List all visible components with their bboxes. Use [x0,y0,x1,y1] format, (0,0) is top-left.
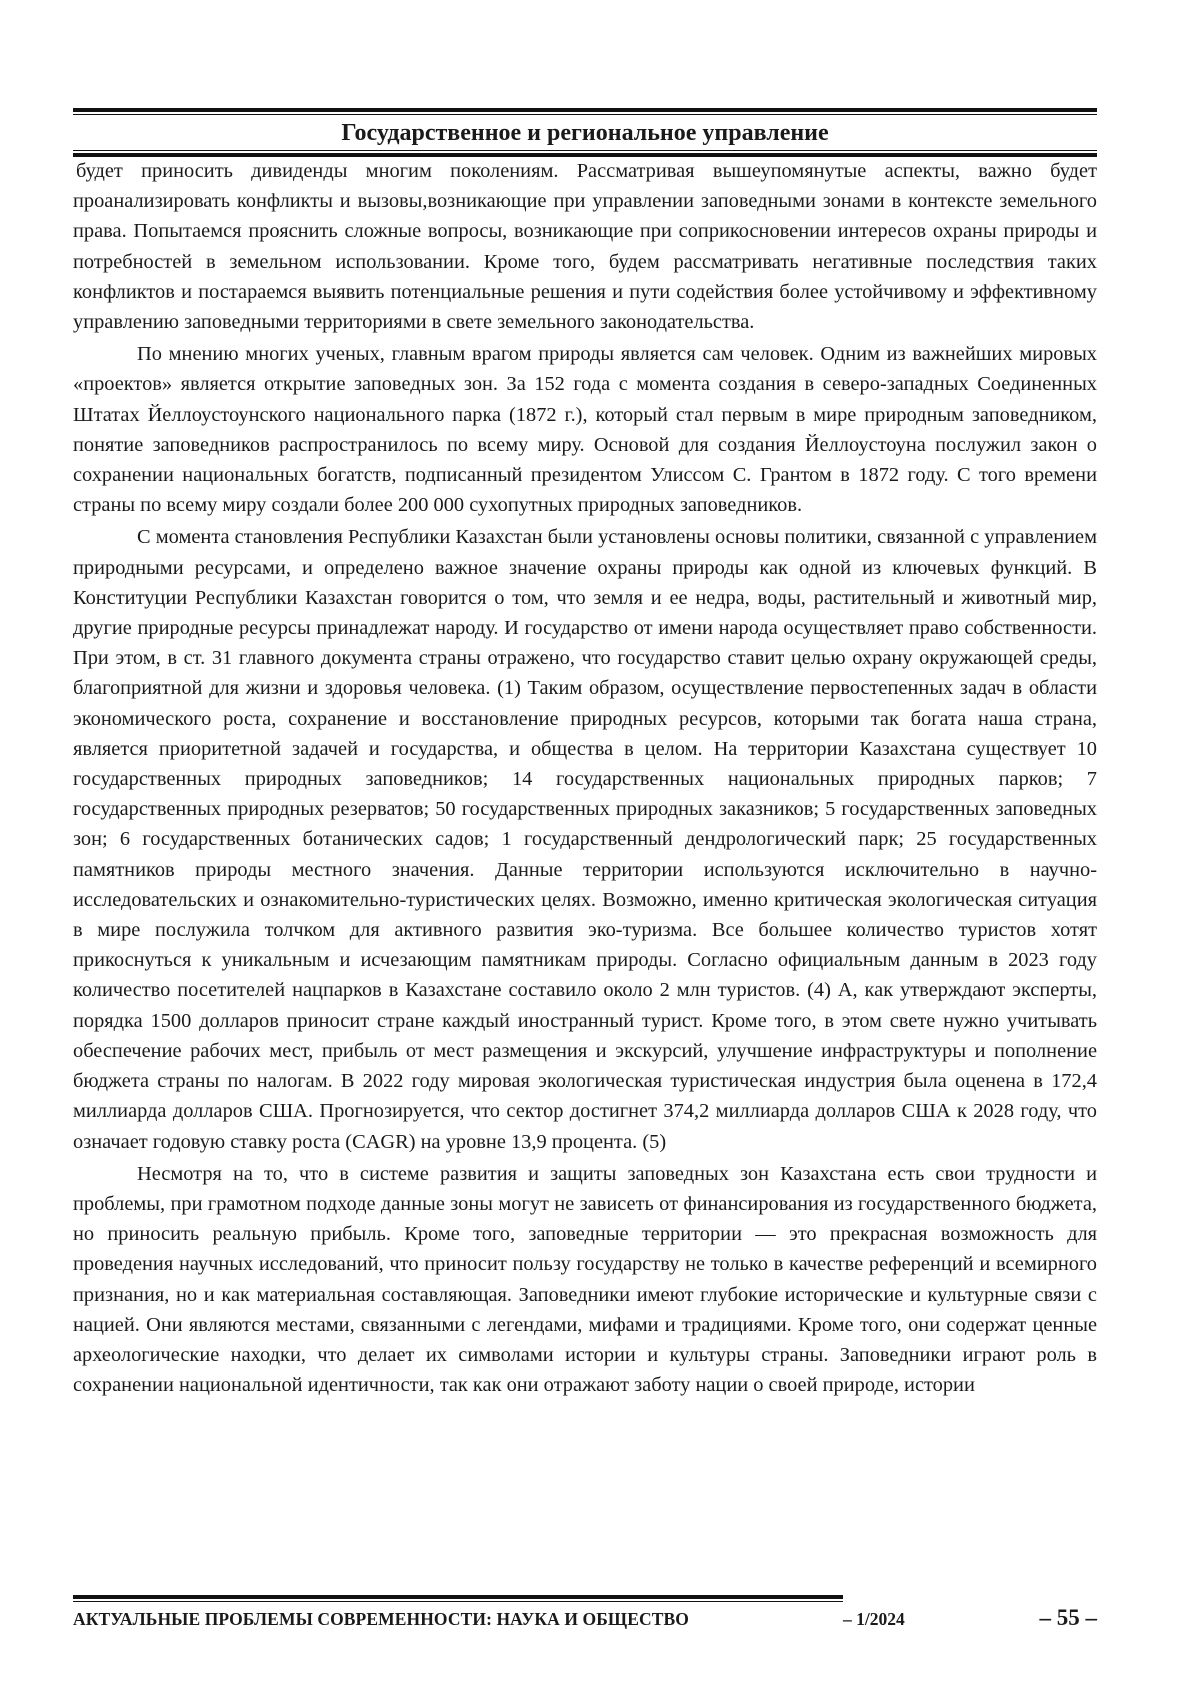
running-title: Государственное и региональное управление [341,120,829,146]
paragraph-2: По мнению многих ученых, главным врагом природы является сам человек. Одним из важнейших мировых «проектов» является открытие заповедных зон. За 152 года с момента создания в северо-западных Соединенных Штатах Йеллоустоунского национального парка (1872 г.), который стал первым в мире природным заповедником, понятие заповедников распространилось по всему миру. Основой для создания Йеллоустоуна послужил закон о сохранении национальных богатств, подписанный президентом Улиссом С. Грантом в 1872 году. С того времени страны по всему миру создали более 200 000 сухопутных природных заповедников. [73,343,1097,517]
article-body [73,156,1097,1400]
header-rule-thin [73,114,1097,115]
issue-number: – 1/2024 [843,1609,905,1629]
page-footer [73,1595,1097,1639]
page-header [73,108,1097,157]
header-rule-thin-bottom [73,150,1097,151]
header-rule-thick [73,108,1097,112]
footer-rule-thick [73,1595,843,1599]
paragraph-1: будет приносить дивиденды многим поколениям. Рассматривая вышеупомянутые аспекты, важно будет проанализировать конфликты и вызовы,возникающие при управлении заповедными зонами в контексте земельного права. Попытаемся прояснить сложные вопросы, возникающие при соприкосновении интересов охраны природы и потребностей в земельном использовании. Кроме того, будем рассматривать негативные последствия таких конфликтов и постараемся выявить потенциальные решения и пути содействия более устойчивому и эффективному управлению заповедными территориями в свете земельного законодательства. [73,160,1097,334]
paragraph-3: С момента становления Республики Казахстан были установлены основы политики, связанной с управлением природными ресурсами, и определено важное значение охраны природы как одной из ключевых функций. В Конституции Республики Казахстан говорится о том, что земля и ее недра, воды, растительный и животный мир, другие природные ресурсы принадлежат народу. И государство от имени народа осуществляет право собственности. При этом, в ст. 31 главного документа страны отражено, что государство ставит целью охрану окружающей среды, благоприятной для жизни и здоровья человека. (1) Таким образом, осуществление первостепенных задач в области экономического роста, сохранение и восстановление природных ресурсов, которыми так богата наша страна, является приоритетной задачей и государства, и общества в целом. На территории Казахстана существует 10 государственных природных заповедников; 14 государственных национальных природных парков; 7 государственных природных резерватов; 50 государственных природных заказников; 5 государственных заповедных зон; 6 государственных ботанических садов; 1 государственный дендрологический парк; 25 государственных памятников природы местного значения. Данные территории используются исключительно в научно-исследовательских и ознакомительно-туристических целях. Возможно, именно критическая экологическая ситуация в мире послужила толчком для активного развития эко-туризма. Все большее количество туристов хотят прикоснуться к уникальным и исчезающим памятникам природы. Согласно официальным данным в 2023 году количество посетителей нацпарков в Казахстане составило около 2 млн туристов. (4) А, как утверждают эксперты, порядка 1500 долларов приносит стране каждый иностранный турист. Кроме того, в этом свете нужно учитывать обеспечение рабочих мест, прибыль от мест размещения и экскурсий, улучшение инфраструктуры и пополнение бюджета страны по налогам. В 2022 году мировая экологическая туристическая индустрия была оценена в 172,4 миллиарда долларов США. Прогнозируется, что сектор достигнет 374,2 миллиарда долларов США к 2028 году, что означает годовую ставку роста (CAGR) на уровне 13,9 процента. (5) [73,526,1097,1153]
paragraph-4: Несмотря на то, что в системе развития и защиты заповедных зон Казахстана есть свои трудности и проблемы, при грамотном подходе данные зоны могут не зависеть от финансирования из государственного бюджета, но приносить реальную прибыль. Кроме того, заповедные территории — это прекрасная возможность для проведения научных исследований, что приносит пользу государству не только в качестве референций и всемирного признания, но и как материальная составляющая. Заповедники имеют глубокие исторические и культурные связи с нацией. Они являются местами, связанными с легендами, мифами и традициями. Кроме того, они содержат ценные археологические находки, что делает их символами истории и культуры страны. Заповедники играют роль в сохранении национальной идентичности, так как они отражают заботу нации о своей природе, истории [73,1162,1097,1397]
footer-rule-thin [73,1601,843,1602]
journal-title: АКТУАЛЬНЫЕ ПРОБЛЕМЫ СОВРЕМЕННОСТИ: НАУКА И ОБЩЕСТВО [73,1609,689,1629]
page-number: – 55 – [1039,1605,1097,1630]
